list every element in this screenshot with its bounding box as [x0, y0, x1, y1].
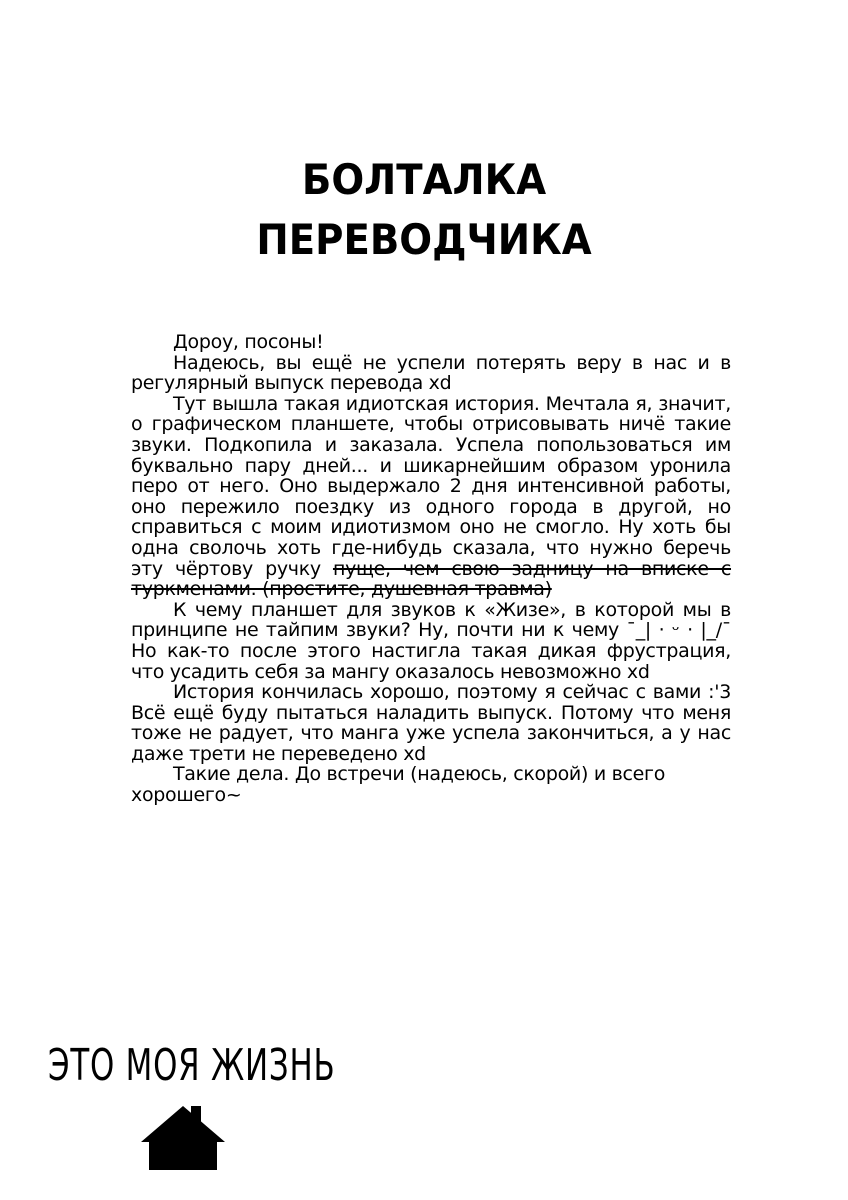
title-line-2: ПЕРЕВОДЧИКА [256, 215, 592, 264]
paragraph-greeting: Дороу, посоны! [173, 331, 324, 353]
story-text: Тут вышла такая идиотская история. Мечтала я, значит, о графическом планшете, чтобы отрисовывать ничё такие звуки. Подкопила и заказала. Успела попользоваться им буквально пару дней... и шикарнейшим образом уронила перо от него. Оно выдержало 2 дня интенсивной работы, оно пережило поездку из одного города в другой, но справиться с моим идиотизмом оно не смогло. Ну хоть бы одна сволочь хоть где-нибудь сказала, что нужно беречь эту чёртову ручку [131, 392, 731, 580]
paragraph-hope: Надеюсь, вы ещё не успели потерять веру в нас и в регулярный выпуск перевода xd [131, 351, 731, 395]
title-line-1: БОЛТАЛКА [301, 155, 547, 204]
paragraph-story [131, 394, 731, 600]
paragraph-tablet: К чему планшет для звуков к «Жизе», в которой мы в принципе не тайпим звуки? Ну, почти ни к чему ¯_| · ᵕ · |_/¯ Но как-то после этого настигла такая дикая фрустрация, что усадить себя за мангу оказалось невозможно xd [131, 598, 731, 683]
paragraph-ending: История кончилась хорошо, поэтому я сейчас с вами :'3 Всё ещё буду пытаться наладить выпуск. Потому что меня тоже не радует, что манга уже успела закончиться, а у нас даже трети не переведено xd [131, 681, 731, 765]
page-title [34, 150, 814, 270]
house-icon [141, 1104, 225, 1170]
strikethrough-text: пуще, чем свою задницу на вписке с туркменами. (простите, душевная травма) [131, 557, 732, 601]
paragraph-farewell: Такие дела. До встречи (надеюсь, скорой) и всего хорошего~ [131, 763, 666, 807]
series-logo-text: ЭТО МОЯ ЖИЗНЬ [48, 1040, 336, 1091]
translator-note [131, 332, 731, 806]
